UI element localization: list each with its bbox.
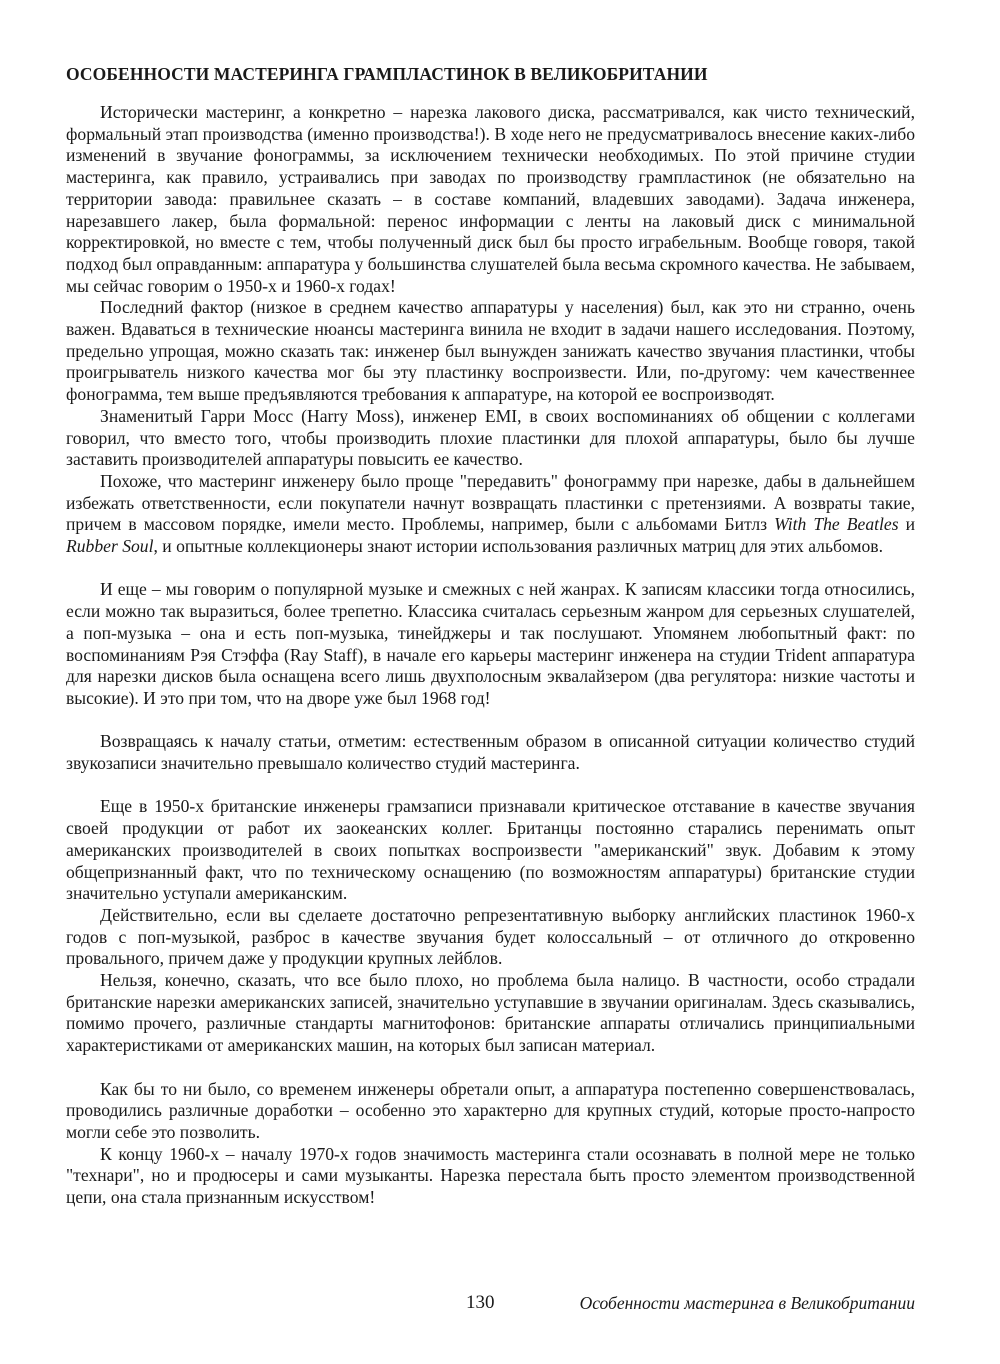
paragraph-albums: [66, 471, 915, 558]
paragraph: Последний фактор (низкое в среднем качество аппаратуры у населения) был, как это ни странно, очень важен. Вдаваться в технические нюансы мастеринга винила не входит в задачи нашего исследования. Поэтому, предельно упрощая, можно сказать так: инженер был вынужден занижать качество звучания пластинки, чтобы проигрыватель низкого качества мог бы эту пластинку воспроизвести. Или, по-другому: чем качественнее фонограмма, тем выше предъявляются требования к аппаратуре, на которой ее воспроизводят.: [66, 297, 915, 405]
album-title: With The Beatles: [774, 514, 899, 535]
paragraph: Еще в 1950-х британские инженеры грамзаписи признавали критическое отставание в качестве звучания своей продукции от работ их заокеанских коллег. Британцы постоянно старались перенимать опыт американских производителей в своих попытках воспроизвести "американский" звук. Добавим к этому общепризнанный факт, что по техническому оснащению (по возможностям аппаратуры) британские студии значительно уступали американским.: [66, 796, 915, 904]
paragraph-text: , и опытные коллекционеры знают истории использования различных матриц для этих альбомов.: [153, 536, 884, 557]
page-number: 130: [466, 1292, 495, 1313]
article-title: ОСОБЕННОСТИ МАСТЕРИНГА ГРАМПЛАСТИНОК В ВЕЛИКОБРИТАНИИ: [66, 64, 708, 84]
paragraph: Знаменитый Гарри Мосс (Harry Moss), инженер EMI, в своих воспоминаниях об общении с коллегами говорил, что вместо того, чтобы производить плохие пластинки для плохой аппаратуры, было бы лучше заставить производителей аппаратуры повысить ее качество.: [66, 405, 915, 470]
paragraph: К концу 1960-х – началу 1970-х годов значимость мастеринга стали осознавать в полной мере не только "технари", но и продюсеры и сами музыканты. Нарезка перестала быть просто элементом производственной цепи, она стала признанным искусством!: [66, 1143, 915, 1208]
paragraph: Нельзя, конечно, сказать, что все было плохо, но проблема была налицо. В частности, особо страдали британские нарезки американских записей, значительно уступавшие в звучании оригиналам. Здесь сказывались, помимо прочего, различные стандарты магнитофонов: британские аппараты отличались принципиальными характеристиками от американских машин, на которых был записан материал.: [66, 970, 915, 1056]
paragraph: Исторически мастеринг, а конкретно – нарезка лакового диска, рассматривался, как чисто технический, формальный этап производства (именно производства!). В ходе него не предусматривалось внесение каких-либо изменений в звучание фонограммы, за исключением технически необходимых. По этой причине студии мастеринга, как правило, устраивались при заводах по производству грампластинок (не обязательно на территории завода: правильнее сказать – в составе компаний, владевших заводами). Задача инженера, нарезавшего лакер, была формальной: перенос информации с ленты на лаковый диск с минимальной корректировкой, но вместе с тем, чтобы полученный диск был бы просто играбельным. Вообще говоря, такой подход был оправданным: аппаратура у большинства слушателей была весьма скромного качества. Не забываем, мы сейчас говорим о 1950-х и 1960-х годах!: [66, 102, 915, 296]
page-body: [66, 62, 915, 1209]
paragraph: Действительно, если вы сделаете достаточно репрезентативную выборку английских пластинок 1960-х годов с поп-музыкой, разброс в качестве звучания будет колоссальный – от отличного до откровенно провального, причем даже у продукции крупных лейблов.: [66, 904, 915, 969]
paragraph: Как бы то ни было, со временем инженеры обретали опыт, а аппаратура постепенно совершенствовалась, проводились различные доработки – особенно это характерно для крупных студий, которые просто-напросто могли себе это позволить.: [66, 1078, 915, 1142]
page-footer: [0, 1292, 1000, 1318]
album-title: Rubber Soul: [66, 536, 154, 557]
paragraph-text: и: [898, 514, 915, 535]
paragraph: Возвращаясь к началу статьи, отметим: естественным образом в описанной ситуации количество студий звукозаписи значительно превышало количество студий мастеринга.: [66, 731, 915, 774]
article-text: [66, 102, 915, 1209]
running-title: Особенности мастеринга в Великобритании: [579, 1293, 915, 1313]
paragraph-text: Похоже, что мастеринг инженеру было проще "передавить" фонограмму при нарезке, дабы в дальнейшем избежать ответственности, если покупатели начнут возвращать пластинки с претензиями. А возвраты такие, причем в массовом порядке, имели место. Проблемы, например, были с альбомами Битлз: [66, 470, 915, 535]
paragraph: И еще – мы говорим о популярной музыке и смежных с ней жанрах. К записям классики тогда относились, если можно так выразиться, более трепетно. Классика считалась серьезным жанром для серьезных слушателей, а поп-музыка – она и есть поп-музыка, тинейджеры и так послушают. Упомянем любопытный факт: по воспоминаниям Рэя Стэффа (Ray Staff), в начале его карьеры мастеринг инженера на студии Trident аппаратура для нарезки дисков была оснащена всего лишь двухполосным эквалайзером (два регулятора: низкие частоты и высокие). И это при том, что на дворе уже был 1968 год!: [66, 579, 915, 708]
